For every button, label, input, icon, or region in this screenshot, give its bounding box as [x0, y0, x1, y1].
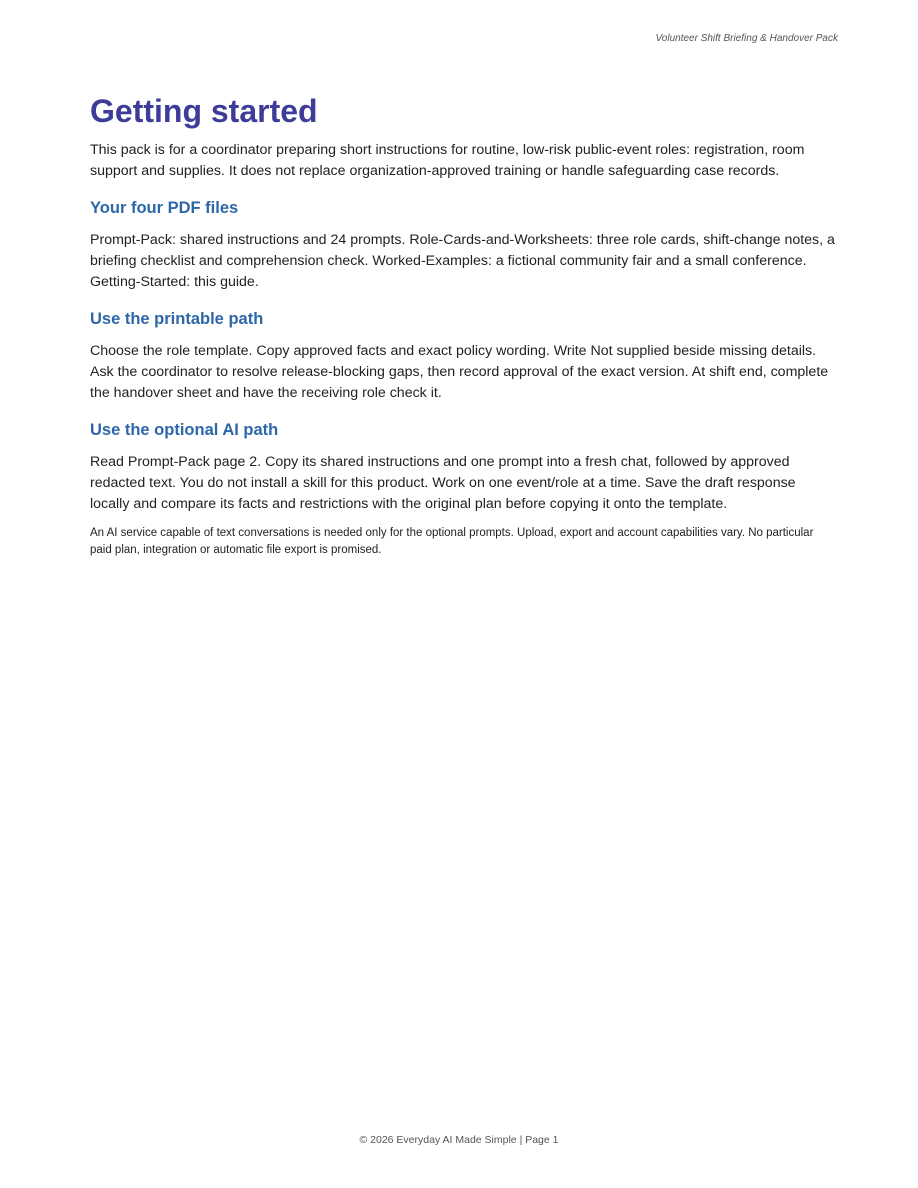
page-footer: © 2026 Everyday AI Made Simple | Page 1 [359, 1134, 559, 1146]
page-title: Getting started [90, 93, 318, 129]
running-header: Volunteer Shift Briefing & Handover Pack [655, 33, 838, 44]
page-content [90, 90, 835, 559]
section-body-printable-path: Choose the role template. Copy approved facts and exact policy wording. Write Not supplied beside missing details. Ask the coordinator to resolve release-blocking gaps, then record approval of the exact version. At shift end, complete the handover sheet and have the receiving role check it. [90, 343, 829, 401]
section-body-pdf-files: Prompt-Pack: shared instructions and 24 prompts. Role-Cards-and-Worksheets: three role cards, shift-change notes, a briefing checklist and comprehension check. Worked-Examples: a fictional community fair and a small conference. Getting-Started: this guide. [90, 232, 835, 290]
intro-paragraph: This pack is for a coordinator preparing short instructions for routine, low-risk public-event roles: registration, room support and supplies. It does not replace organization-approved training or handle safeguarding case records. [90, 142, 805, 179]
requirements-note: An AI service capable of text conversations is needed only for the optional prompts. Upload, export and account capabilities vary. No particular paid plan, integration or automatic file export is promised. [90, 527, 814, 556]
section-body-ai-path: Read Prompt-Pack page 2. Copy its shared instructions and one prompt into a fresh chat, followed by approved redacted text. You do not install a skill for this product. Work on one event/role at a time. Save the draft response locally and compare its facts and restrictions with the original plan before copying it onto the template. [90, 454, 796, 512]
section-heading-pdf-files: Your four PDF files [90, 199, 239, 217]
section-heading-printable-path: Use the printable path [90, 310, 264, 328]
section-heading-ai-path: Use the optional AI path [90, 421, 279, 439]
